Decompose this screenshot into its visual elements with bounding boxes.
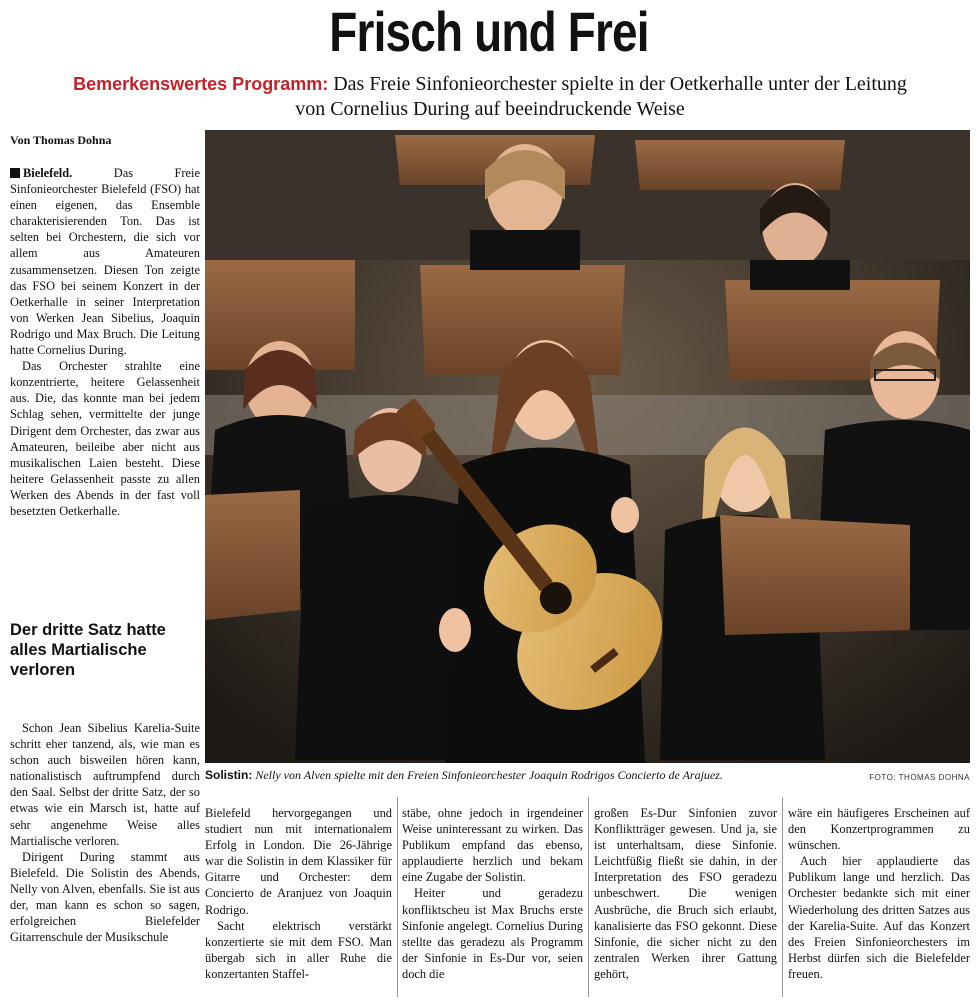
subheading: Der dritte Satz hatte alles Martialische verloren [10, 621, 166, 679]
paragraph: Schon Jean Sibelius Karelia-Suite schritt eher tanzend, als, wie man es schon auch bisweilen hören kann, nationalistisch auftrumpfend durch den Saal. Selbst der dritte Satz, der so etwas wie ein Marsch ist, hatte auf sehr angenehme Weise alles Martialische verloren. [10, 721, 200, 848]
caption-text: Nelly von Alven spielte mit den Freien Sinfonieorchester Joaquin Rodrigos Concierto de Arajuez. [255, 768, 723, 782]
article-column-4 [594, 805, 777, 982]
paragraph: Das Orchester strahlte eine konzentrierte, heitere Gelassenheit aus. Die, das konnte man bei jedem Schlag sehen, vermittelte der junge Dirigent dem Orchester, das zwar aus Amateuren, beileibe aber nicht aus musikalischen Laien besteht. Diese heitere Gelassenheit passte zu allen Werken des Abends in der fast voll besetzten Oetkerhalle. [10, 359, 200, 518]
deck [60, 72, 920, 122]
concert-photo [205, 130, 970, 763]
paragraph: Auch hier applaudierte das Publikum lange und herzlich. Das Orchester bedankte sich mit einer Wiederholung des dritten Satzes aus der Karelia-Suite. Auf das Konzert des Freien Sinfonieorchesters im Herbst dürfen sich die Bielefelder freuen. [788, 854, 970, 981]
column-divider [397, 797, 398, 997]
deck-kicker: Bemerkenswertes Programm: [73, 74, 329, 94]
article-column-1b [10, 720, 200, 945]
paragraph: stäbe, ohne jedoch in irgendeiner Weise uninteressant zu wirken. Das Publikum empfand das ebenso, applaudierte herzlich und bekam eine Zugabe der Solistin. [402, 806, 583, 885]
byline: Von Thomas Dohna [10, 133, 112, 147]
headline: Frisch und Frei [329, 0, 649, 63]
article-column-2 [205, 805, 392, 982]
column-divider [588, 797, 589, 997]
caption-label: Solistin: [205, 768, 253, 782]
article-column-3 [402, 805, 583, 982]
deck-text: Das Freie Sinfonieorchester spielte in der Oetkerhalle unter der Leitung von Cornelius During auf beeindruckende Weise [295, 73, 907, 120]
column-divider [782, 797, 783, 997]
paragraph: wäre ein häufigeres Erscheinen auf den Konzertprogrammen zu wünschen. [788, 806, 970, 853]
paragraph-intro [10, 165, 200, 358]
paragraph: großen Es-Dur Sinfonien zuvor Konfliktträger gewesen. Und ja, sie ist unterhaltsam, diese Sinfonie. Leichtfüßig fließt sie dahin, in der Interpretation des FSO geradezu unbeschwert. Die wenigen Ausbrüche, die Bruch sich erlaubt, kanalisierte das FSO gekonnt. Diese Sinfonie, die sicher nicht zu den zentralen Werken ihrer Gattung gehört, [594, 806, 777, 981]
photo-musicians-icon [205, 130, 970, 763]
paragraph: Sacht elektrisch verstärkt konzertierte sie mit dem FSO. Man übergab sich in aller Ruhe die konzertanten Staffel- [205, 918, 392, 981]
article-column-1 [10, 165, 200, 519]
photo-credit: FOTO: THOMAS DOHNA [869, 773, 970, 782]
paragraph-text: Das Freie Sinfonieorchester Bielefeld (FSO) hat einen eigenen, das Ensemble charakterisierenden Ton. Das ist selten bei Orchestern, die sich vor allem aus Amateuren zusammensetzen. Diesen Ton zeigte das FSO bei seinem Konzert in der Oetkerhalle in seiner Interpretation von Werken Jean Sibelius, Joaquin Rodrigo und Max Bruch. Die Leitung hatte Cornelius During. [10, 166, 200, 358]
photo-caption [205, 768, 970, 783]
article-column-5 [788, 805, 970, 982]
paragraph: Dirigent During stammt aus Bielefeld. Die Solistin des Abends, Nelly von Alven, ebenfalls. Sie ist aus der, man kann es schon so sagen, erfolgreichen Bielefelder Gitarrenschule der Musikschule [10, 849, 200, 945]
paragraph: Heiter und geradezu konfliktscheu ist Max Bruchs erste Sinfonie angelegt. Cornelius During stellte das geradezu als Programm der Sinfonie in Es-Dur vor, seien doch die [402, 886, 583, 981]
bullet-square-icon [10, 168, 20, 178]
paragraph: Bielefeld hervorgegangen und studiert nun mit internationalem Erfolg in London. Die 26-Jährige war die Solistin in dem Klassiker für Gitarre und Orchester: dem Concierto de Aranjuez von Joaquin Rodrigo. [205, 806, 392, 917]
dateline: Bielefeld. [23, 166, 73, 180]
